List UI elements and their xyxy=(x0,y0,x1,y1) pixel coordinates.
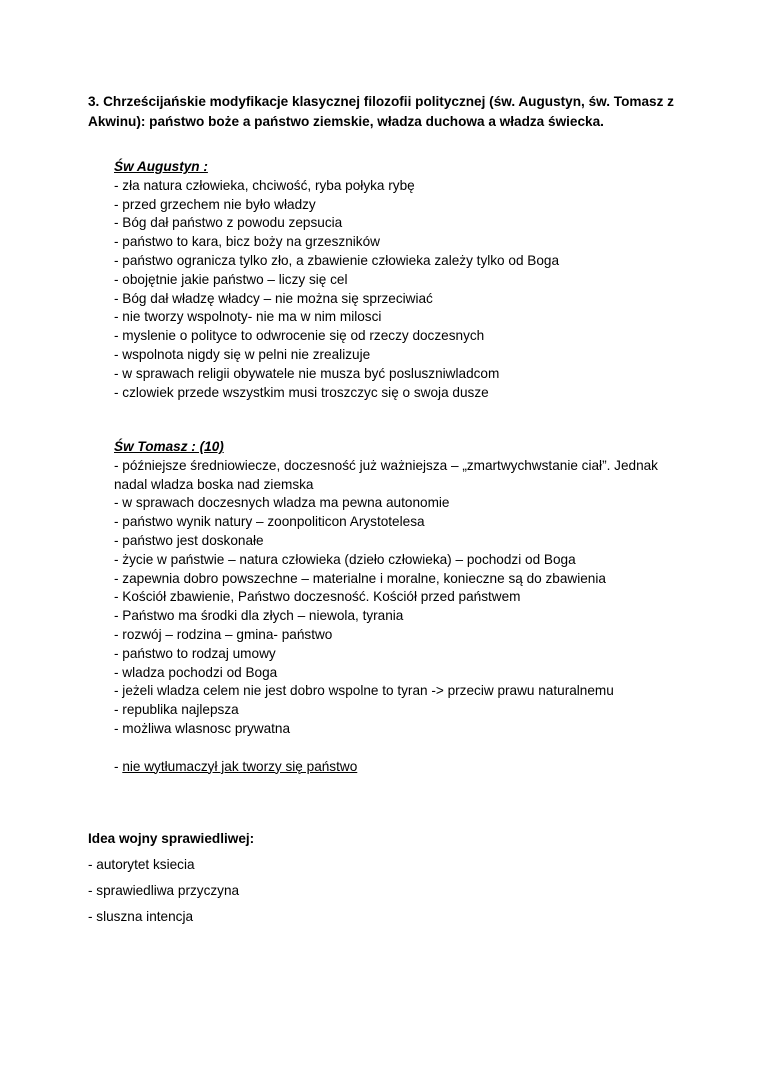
blank-line xyxy=(114,739,694,758)
just-war-title: Idea wojny sprawiedliwej: xyxy=(88,831,255,846)
tomasz-title: Św Tomasz : (10) xyxy=(114,439,224,454)
list-item: - w sprawach doczesnych wladza ma pewna autonomie xyxy=(114,495,450,511)
list-item: - sprawiedliwa przyczyna xyxy=(88,883,240,898)
final-note-underlined: nie wytłumaczył jak tworzy się państwo xyxy=(122,758,358,774)
augustyn-section xyxy=(114,158,694,402)
list-item: - wladza pochodzi od Boga xyxy=(114,664,278,680)
list-item: - republika najlepsza xyxy=(114,702,239,718)
list-item: - Bóg dał władzę władcy – nie można się sprzeciwiać xyxy=(114,290,433,306)
list-item: - Bóg dał państwo z powodu zepsucia xyxy=(114,215,343,231)
list-item: - nie tworzy wspolnoty- nie ma w nim milosci xyxy=(114,309,382,325)
final-note xyxy=(114,758,694,777)
section-heading xyxy=(88,92,708,132)
list-item: - przed grzechem nie było władzy xyxy=(114,196,316,212)
list-item: - myslenie o polityce to odwrocenie się od rzeczy doczesnych xyxy=(114,328,485,344)
list-item: - Państwo ma środki dla złych – niewola, tyrania xyxy=(114,608,404,624)
heading-line-1: 3. Chrześcijańskie modyfikacje klasycznej filozofii politycznej (św. Augustyn, św. Tomasz z xyxy=(88,94,674,109)
list-item: - obojętnie jakie państwo – liczy się cel xyxy=(114,271,348,287)
tomasz-section xyxy=(114,438,694,776)
list-item: - zła natura człowieka, chciwość, ryba połyka rybę xyxy=(114,177,415,193)
list-item: nadal wladza boska nad ziemska xyxy=(114,476,314,492)
list-item: - czlowiek przede wszystkim musi troszczyc się o swoja dusze xyxy=(114,384,489,400)
list-item: - życie w państwie – natura człowieka (dzieło człowieka) – pochodzi od Boga xyxy=(114,551,576,567)
heading-line-2: Akwinu): państwo boże a państwo ziemskie, władza duchowa a władza świecka. xyxy=(88,114,604,129)
final-note-prefix: - xyxy=(114,758,123,774)
list-item: - sluszna intencja xyxy=(88,909,194,924)
just-war-section xyxy=(88,826,688,930)
list-item: - państwo ogranicza tylko zło, a zbawienie człowieka zależy tylko od Boga xyxy=(114,252,560,268)
list-item: - jeżeli wladza celem nie jest dobro wspolne to tyran -> przeciw prawu naturalnemu xyxy=(114,683,614,699)
list-item: - państwo jest doskonałe xyxy=(114,532,264,548)
augustyn-title: Św Augustyn : xyxy=(114,159,208,174)
list-item: - rozwój – rodzina – gmina- państwo xyxy=(114,626,333,642)
list-item: - państwo to kara, bicz boży na grzeszników xyxy=(114,234,380,250)
list-item: - autorytet ksiecia xyxy=(88,857,195,872)
list-item: - Kościół zbawienie, Państwo doczesność. Kościół przed państwem xyxy=(114,589,521,605)
list-item: - państwo wynik natury – zoonpoliticon Arystotelesa xyxy=(114,514,425,530)
list-item: - w sprawach religii obywatele nie musza być posluszniwladcom xyxy=(114,365,500,381)
list-item: - państwo to rodzaj umowy xyxy=(114,645,276,661)
list-item: - zapewnia dobro powszechne – materialne i moralne, konieczne są do zbawienia xyxy=(114,570,606,586)
list-item: - późniejsze średniowiecze, doczesność już ważniejsza – „zmartwychwstanie ciał”. Jednak xyxy=(114,457,658,473)
list-item: - możliwa wlasnosc prywatna xyxy=(114,720,291,736)
list-item: - wspolnota nigdy się w pelni nie zrealizuje xyxy=(114,346,371,362)
